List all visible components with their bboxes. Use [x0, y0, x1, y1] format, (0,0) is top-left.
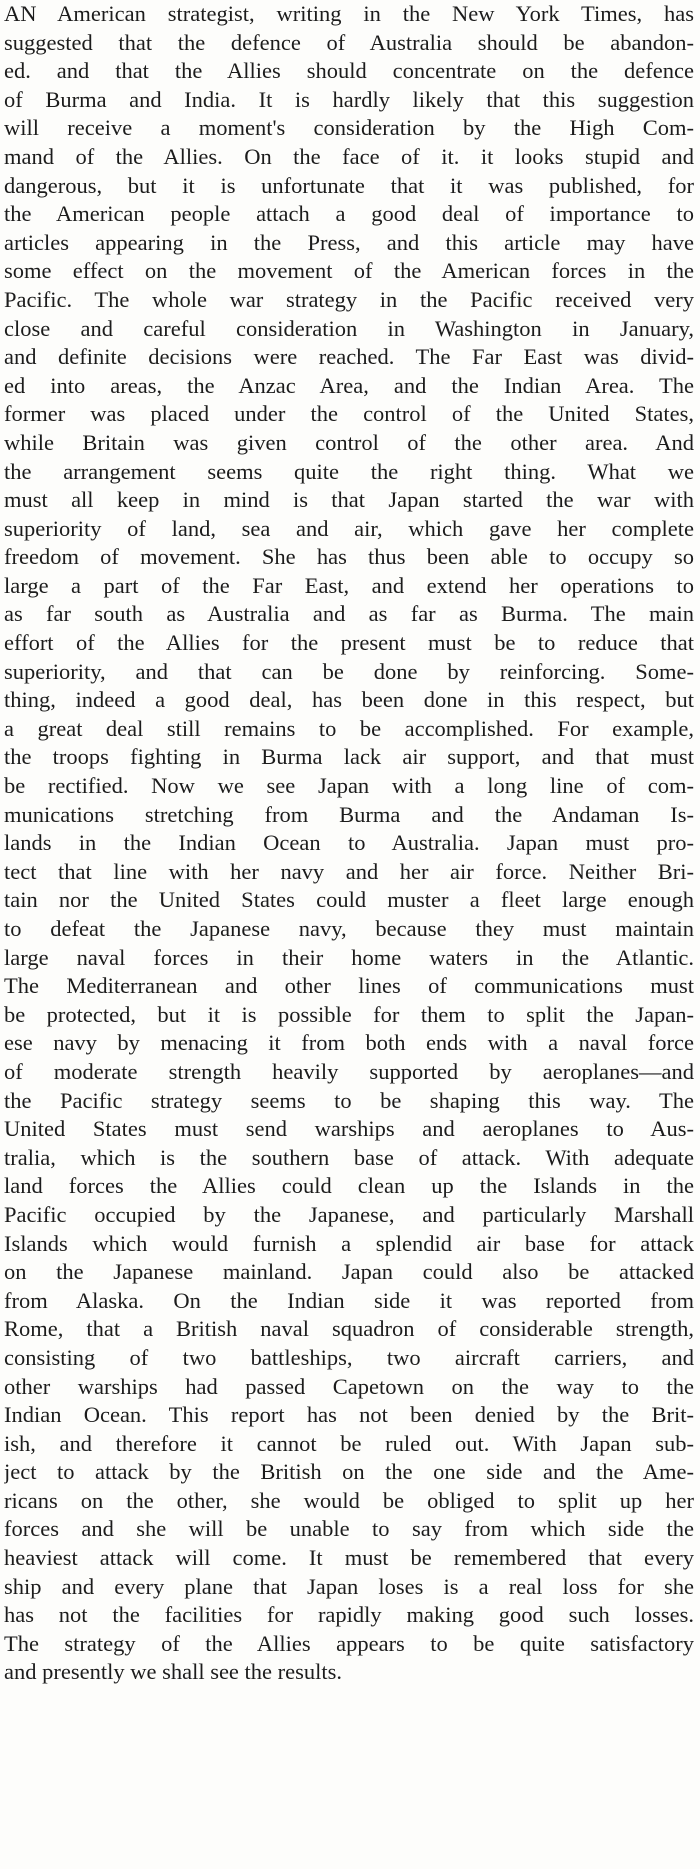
text-line: land forces the Allies could clean up the Islands in the: [4, 1173, 694, 1199]
text-line: superiority of land, sea and air, which gave her complete: [4, 515, 694, 541]
text-line: ship and every plane that Japan loses is a real loss for she: [4, 1573, 694, 1599]
text-line: The Mediterranean and other lines of communications must: [4, 973, 694, 999]
text-line: on the Japanese mainland. Japan could also be attacked: [4, 1259, 694, 1285]
text-line: heaviest attack will come. It must be remembered that every: [4, 1545, 694, 1571]
text-line: effort of the Allies for the present must be to reduce that: [4, 630, 694, 656]
text-line: articles appearing in the Press, and this article may have: [4, 229, 694, 255]
text-line: be rectified. Now we see Japan with a long line of com-: [4, 773, 694, 799]
text-line: large a part of the Far East, and extend her operations to: [4, 572, 694, 598]
text-line: superiority, and that can be done by reinforcing. Some-: [4, 658, 694, 684]
text-line: from Alaska. On the Indian side it was reported from: [4, 1287, 694, 1313]
text-line: the troops fighting in Burma lack air support, and that must: [4, 744, 694, 770]
text-line: of moderate strength heavily supported by aeroplanes—and: [4, 1058, 694, 1084]
text-line: Islands which would furnish a splendid air base for attack: [4, 1230, 694, 1256]
text-line: has not the facilities for rapidly making good such losses.: [4, 1602, 694, 1628]
text-line: other warships had passed Capetown on the way to the: [4, 1373, 694, 1399]
text-line: The strategy of the Allies appears to be quite satisfactory: [4, 1630, 694, 1656]
text-line: ed. and that the Allies should concentrate on the defence: [4, 58, 694, 84]
text-line: the Pacific strategy seems to be shaping this way. The: [4, 1087, 694, 1113]
text-line: large naval forces in their home waters in the Atlantic.: [4, 944, 694, 970]
text-line: Pacific. The whole war strategy in the Pacific received very: [4, 286, 694, 312]
text-line: and presently we shall see the results.: [4, 1659, 343, 1685]
text-line: suggested that the defence of Australia should be abandon-: [4, 29, 694, 55]
text-line: consisting of two battleships, two aircraft carriers, and: [4, 1344, 694, 1370]
text-line: ricans on the other, she would be obliged to split up her: [4, 1487, 694, 1513]
text-line: munications stretching from Burma and the Andaman Is-: [4, 801, 694, 827]
text-line: ed into areas, the Anzac Area, and the Indian Area. The: [4, 372, 694, 398]
text-line: mand of the Allies. On the face of it. it looks stupid and: [4, 143, 694, 169]
text-line: former was placed under the control of the United States,: [4, 401, 694, 427]
text-line: tect that line with her navy and her air force. Neither Bri-: [4, 858, 694, 884]
text-line: AN American strategist, writing in the New York Times, has: [4, 1, 694, 26]
text-line: some effect on the movement of the American forces in the: [4, 258, 694, 284]
text-line: while Britain was given control of the other area. And: [4, 429, 694, 455]
text-line: ject to attack by the British on the one side and the Ame-: [4, 1459, 694, 1485]
text-line: to defeat the Japanese navy, because they must maintain: [4, 916, 694, 941]
text-line: lands in the Indian Ocean to Australia. Japan must pro-: [4, 830, 694, 856]
text-line: be protected, but it is possible for them to split the Japan-: [4, 1001, 694, 1027]
text-line: tralia, which is the southern base of attack. With adequate: [4, 1144, 694, 1170]
text-line: Rome, that a British naval squadron of considerable strength,: [4, 1316, 694, 1342]
text-line: and definite decisions were reached. The Far East was divid-: [4, 344, 694, 370]
text-line: freedom of movement. She has thus been able to occupy so: [4, 544, 694, 570]
text-line: forces and she will be unable to say from which side the: [4, 1516, 694, 1542]
article-column: [4, 0, 694, 1687]
text-line: dangerous, but it is unfortunate that it was published, for: [4, 172, 694, 198]
text-line: must all keep in mind is that Japan started the war with: [4, 487, 694, 513]
text-line: thing, indeed a good deal, has been done in this respect, but: [4, 687, 694, 713]
text-line: ese navy by menacing it from both ends with a naval force: [4, 1030, 694, 1056]
text-line: the American people attach a good deal of importance to: [4, 201, 694, 227]
text-line: a great deal still remains to be accomplished. For example,: [4, 715, 694, 741]
text-line: Pacific occupied by the Japanese, and particularly Marshall: [4, 1201, 694, 1227]
text-line: Indian Ocean. This report has not been denied by the Brit-: [4, 1402, 694, 1428]
text-line: of Burma and India. It is hardly likely that this suggestion: [4, 86, 694, 112]
text-line: close and careful consideration in Washington in January,: [4, 315, 694, 341]
text-line: will receive a moment's consideration by the High Com-: [4, 115, 694, 141]
text-line: ish, and therefore it cannot be ruled out. With Japan sub-: [4, 1430, 694, 1456]
text-line: tain nor the United States could muster a fleet large enough: [4, 887, 694, 913]
text-line: United States must send warships and aeroplanes to Aus-: [4, 1116, 694, 1142]
text-line: the arrangement seems quite the right thing. What we: [4, 458, 694, 484]
text-line: as far south as Australia and as far as Burma. The main: [4, 601, 694, 627]
